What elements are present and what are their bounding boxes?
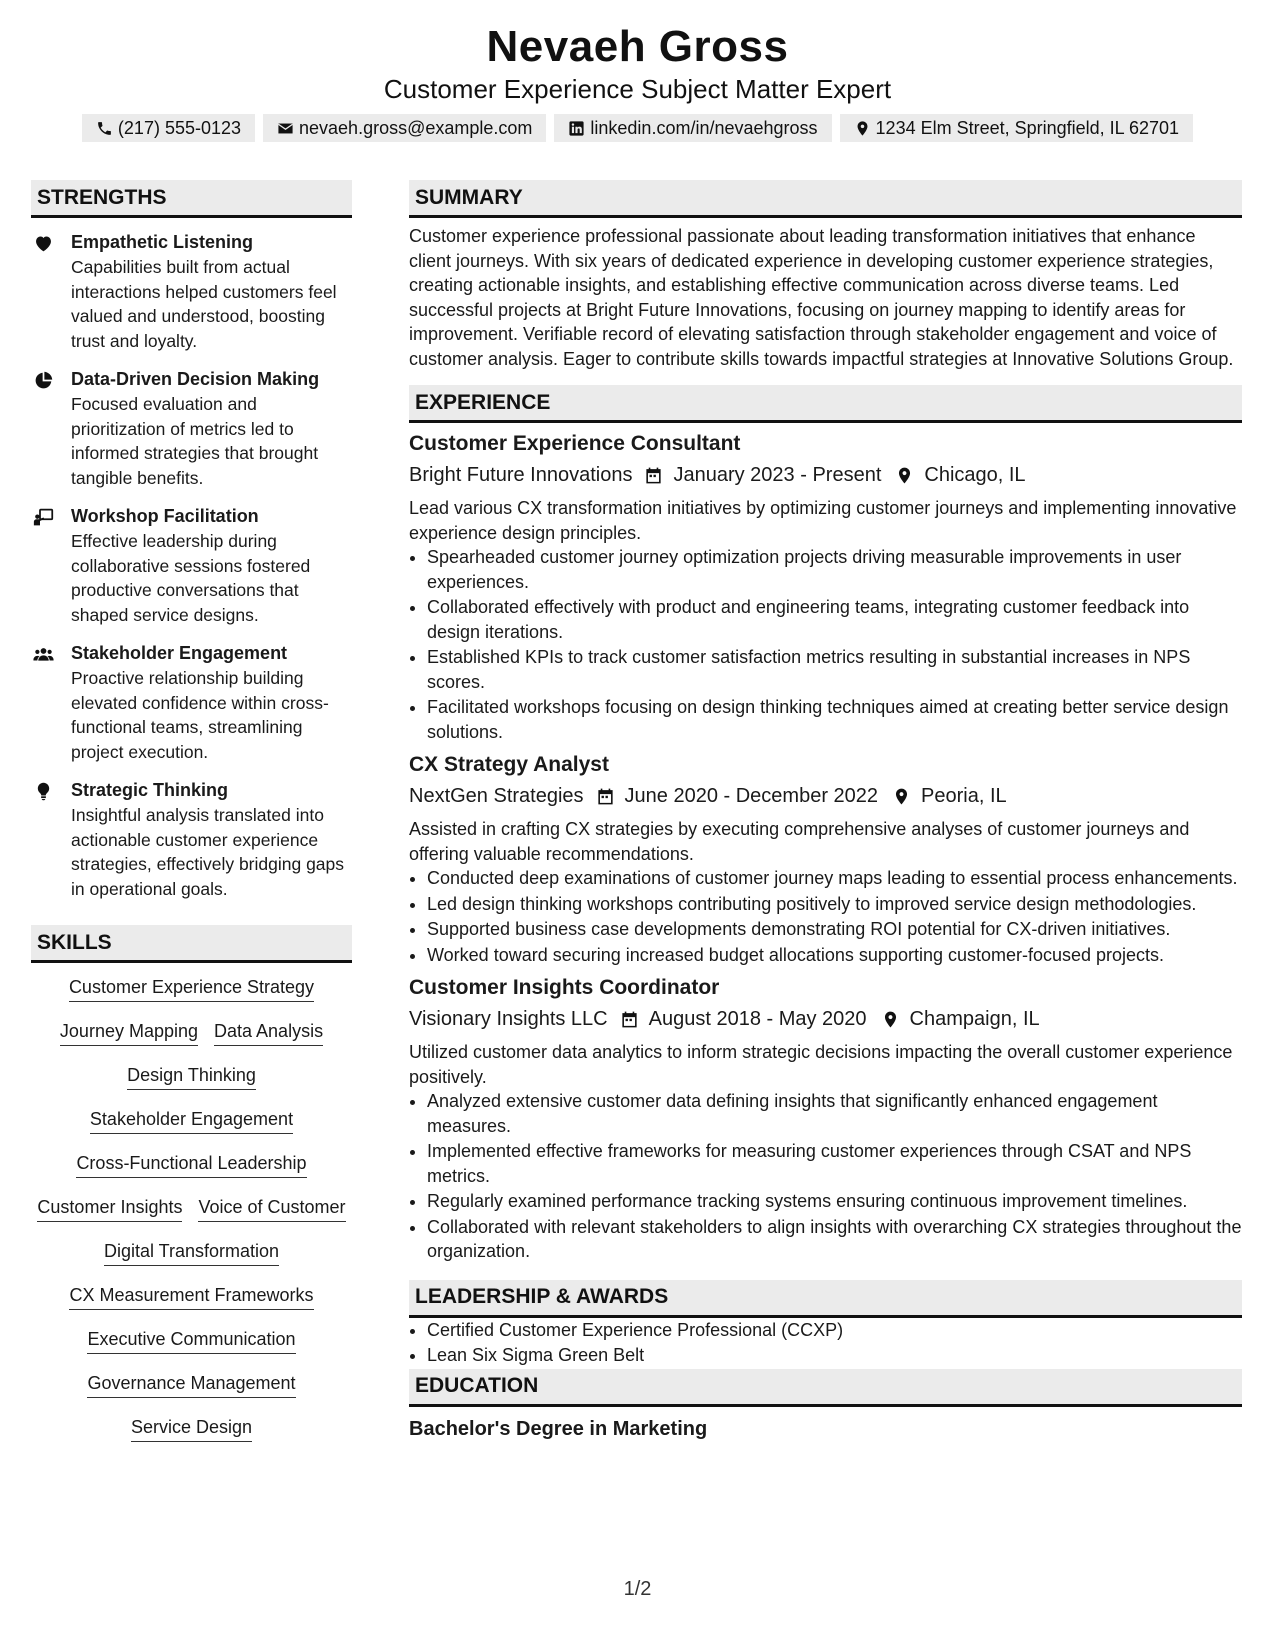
job-bullet: • Collaborated with relevant stakeholders to align insights with overarching CX strategies throughout the organization. [427, 1215, 1242, 1264]
job-entry [409, 973, 1242, 1264]
skills-list [31, 975, 352, 1442]
contact-phone-text: (217) 555-0123 [117, 117, 242, 138]
job-meta [409, 460, 1242, 490]
skill-tag: CX Measurement Frameworks [69, 1283, 313, 1310]
contact-address-text: 1234 Elm Street, Springfield, IL 62701 [875, 117, 1180, 138]
job-bullets [409, 866, 1242, 967]
job-dates: June 2020 - December 2022 [624, 785, 879, 807]
right-column [409, 180, 1242, 1443]
strength-item [31, 778, 352, 901]
strength-desc: Focused evaluation and prioritization of metrics led to informed strategies that brought tangible benefits. [71, 394, 319, 488]
job-dates: August 2018 - May 2020 [648, 1008, 867, 1030]
strength-title: Empathetic Listening [71, 232, 254, 252]
contact-email[interactable] [263, 114, 546, 142]
calendar-icon [644, 466, 663, 485]
contact-linkedin-text[interactable]: linkedin.com/in/nevaehgross [590, 117, 818, 138]
pie-chart-icon [33, 370, 54, 391]
strength-title: Stakeholder Engagement [71, 643, 288, 663]
contact-bar [60, 114, 1215, 142]
location-pin-icon [881, 1010, 900, 1029]
job-company: Bright Future Innovations [409, 464, 633, 486]
job-location: Chicago, IL [924, 464, 1026, 486]
skill-tag: Customer Insights [37, 1195, 182, 1222]
skill-tag: Service Design [131, 1415, 252, 1442]
skill-tag: Cross-Functional Leadership [76, 1151, 306, 1178]
contact-linkedin[interactable] [554, 114, 831, 142]
skill-tag: Design Thinking [127, 1063, 256, 1090]
award-item: • Lean Six Sigma Green Belt [427, 1343, 1242, 1368]
skill-tag: Voice of Customer [198, 1195, 345, 1222]
skill-tag: Stakeholder Engagement [90, 1107, 293, 1134]
strength-title: Workshop Facilitation [71, 506, 259, 526]
skill-tag: Journey Mapping [60, 1019, 198, 1046]
job-description: Utilized customer data analytics to inform strategic decisions impacting the overall customer experience positively. [409, 1042, 1233, 1087]
envelope-icon [277, 120, 294, 137]
job-entry [409, 429, 1242, 744]
skill-tag: Customer Experience Strategy [69, 975, 314, 1002]
phone-icon [96, 120, 113, 137]
calendar-icon [596, 787, 615, 806]
job-title: Customer Experience Consultant [409, 432, 741, 455]
left-column [31, 180, 352, 1442]
location-pin-icon [854, 120, 871, 137]
job-title: Customer Insights Coordinator [409, 976, 720, 999]
job-bullet: • Facilitated workshops focusing on design thinking techniques aimed at creating better service design solutions. [427, 695, 1242, 744]
users-icon [33, 644, 54, 665]
calendar-icon [620, 1010, 639, 1029]
job-description: Assisted in crafting CX strategies by executing comprehensive analyses of customer journeys and offering valuable recommendations. [409, 819, 1190, 864]
location-pin-icon [895, 466, 914, 485]
strength-desc: Effective leadership during collaborative sessions fostered productive conversations that shaped service designs. [71, 531, 311, 625]
education-degree: Bachelor's Degree in Marketing [409, 1417, 708, 1440]
job-description: Lead various CX transformation initiatives by optimizing customer journeys and implementing innovative experience design principles. [409, 498, 1237, 543]
location-pin-icon [892, 787, 911, 806]
job-bullet: • Supported business case developments demonstrating ROI potential for CX-driven initiatives. [427, 917, 1242, 942]
strength-item [31, 230, 352, 353]
job-dates: January 2023 - Present [673, 464, 882, 486]
strength-desc: Insightful analysis translated into actionable customer experience strategies, effectively bridging gaps in operational goals. [71, 805, 345, 899]
job-bullet: • Conducted deep examinations of customer journey maps leading to essential process enhancements. [427, 866, 1242, 891]
lightbulb-icon [33, 781, 54, 802]
experience-heading: EXPERIENCE [409, 385, 1242, 423]
contact-email-text[interactable]: nevaeh.gross@example.com [299, 117, 533, 138]
job-bullets [409, 545, 1242, 744]
skill-tag: Digital Transformation [104, 1239, 279, 1266]
job-location: Peoria, IL [921, 785, 1007, 807]
strength-title: Strategic Thinking [71, 780, 229, 800]
job-bullet: • Established KPIs to track customer satisfaction metrics resulting in substantial increases in NPS scores. [427, 645, 1242, 694]
page-indicator: 1/2 [623, 1578, 652, 1600]
education-heading: EDUCATION [409, 1369, 1242, 1407]
strength-desc: Proactive relationship building elevated confidence within cross-functional teams, streamlining project execution. [71, 668, 329, 762]
job-bullet: • Analyzed extensive customer data defining insights that significantly enhanced engagement measures. [427, 1089, 1242, 1138]
awards-list [409, 1318, 1242, 1368]
presenter-icon [33, 507, 54, 528]
job-meta [409, 1004, 1242, 1034]
strengths-heading: STRENGTHS [31, 180, 352, 218]
job-location: Champaign, IL [909, 1008, 1040, 1030]
job-company: Visionary Insights LLC [409, 1008, 608, 1030]
job-bullet: • Worked toward securing increased budget allocations supporting customer-focused projects. [427, 943, 1242, 968]
candidate-title: Customer Experience Subject Matter Expert [383, 74, 892, 104]
job-meta [409, 781, 1242, 811]
skills-heading: SKILLS [31, 925, 352, 963]
summary-text: Customer experience professional passionate about leading transformation initiatives that enhance client journeys. With six years of dedicated experience in developing customer experience strategies, creating actionable insights, and establishing effective communication across diverse teams. Led successful projects at Bright Future Innovations, focusing on journey mapping to identify areas for improvement. Verifiable record of elevating satisfaction through stakeholder engagement and voice of customer analysis. Eager to contribute skills towards impactful strategies at Innovative Solutions Group. [409, 226, 1234, 369]
job-entry [409, 750, 1242, 967]
linkedin-icon [568, 120, 585, 137]
strength-item [31, 641, 352, 764]
heart-icon [33, 233, 54, 254]
strength-item [31, 504, 352, 627]
contact-address [840, 114, 1194, 142]
job-bullet: • Spearheaded customer journey optimization projects driving measurable improvements in user experiences. [427, 545, 1242, 594]
award-item: • Certified Customer Experience Professional (CCXP) [427, 1318, 1242, 1343]
job-company: NextGen Strategies [409, 785, 584, 807]
job-bullet: • Led design thinking workshops contributing positively to improved service design methodologies. [427, 892, 1242, 917]
skill-tag: Governance Management [87, 1371, 295, 1398]
skill-tag: Executive Communication [87, 1327, 295, 1354]
summary-heading: SUMMARY [409, 180, 1242, 218]
job-bullet: • Regularly examined performance tracking systems ensuring continuous improvement timelines. [427, 1189, 1242, 1214]
skill-tag: Data Analysis [214, 1019, 323, 1046]
candidate-name: Nevaeh Gross [486, 22, 789, 71]
awards-heading: LEADERSHIP & AWARDS [409, 1280, 1242, 1318]
strength-title: Data-Driven Decision Making [71, 369, 320, 389]
job-bullet: • Implemented effective frameworks for measuring customer experiences through CSAT and NPS metrics. [427, 1139, 1242, 1188]
contact-phone [82, 114, 255, 142]
job-bullet: • Collaborated effectively with product and engineering teams, integrating customer feedback into design iterations. [427, 595, 1242, 644]
job-bullets [409, 1089, 1242, 1264]
job-title: CX Strategy Analyst [409, 753, 609, 776]
strength-desc: Capabilities built from actual interactions helped customers feel valued and understood, boosting trust and loyalty. [71, 257, 337, 351]
strength-item [31, 367, 352, 490]
